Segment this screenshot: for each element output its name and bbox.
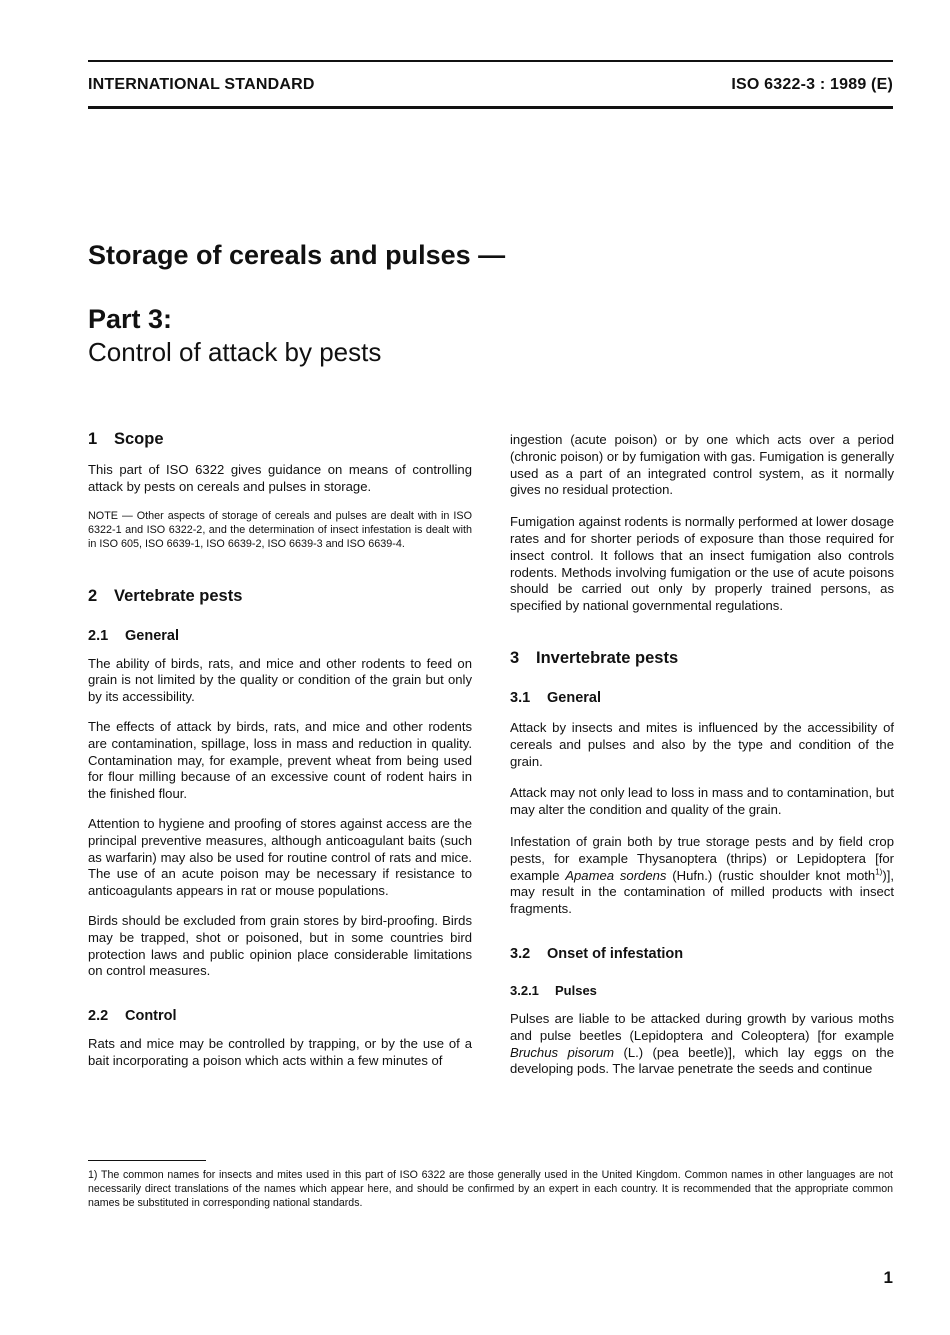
control-paragraph: Rats and mice may be controlled by trapping, or by the use of a bait incorporating a poison which acts within a few minutes of — [88, 1036, 472, 1068]
species-name: Bruchus pisorum — [510, 1044, 615, 1060]
text-run: Infestation of grain both by true storage pests and by field crop pests, for example Thysanoptera (thrips) or Lepidoptera [for example — [510, 833, 894, 883]
general-paragraph-3: Attention to hygiene and proofing of stores against access are the principal preventive measures, although anticoagulant baits (such as warfarin) may also be used for routine control of rats and mice. The use of an acute poison may be necessary if resistance to anticoagulants appears in rat or mouse populations. — [88, 815, 472, 899]
text-run: (L.) (pea beetle)], which lay eggs on the developing pods. The larvae penetrate the seeds and continue — [510, 1044, 895, 1077]
footnote: 1) The common names for insects and mites used in this part of ISO 6322 are those generally used in the United Kingdom. Common names in other languages are not necessarily direct translations of the names which appear here, and should be confirmed by an expert in each country. It is recommended that the appropriate common names be substituted in corresponding national standards. — [88, 1169, 893, 1209]
subsection-number: 2.1 — [88, 627, 109, 644]
section-title: Invertebrate pests — [536, 648, 679, 667]
pulses-paragraph — [510, 1011, 894, 1078]
header-standard-number: ISO 6322-3 : 1989 (E) — [731, 76, 893, 93]
section-title: Scope — [114, 430, 164, 448]
invertebrate-paragraph-1: Attack by insects and mites is influenced by the accessibility of cereals and pulses and also by the type and condition of the grain. — [510, 719, 894, 769]
subsection-title: General — [547, 689, 601, 706]
text-run: (Hufn.) (rustic shoulder knot moth — [666, 867, 876, 883]
subsection-2-2-heading — [88, 1008, 472, 1024]
section-title: Vertebrate pests — [114, 586, 243, 605]
section-1-heading — [88, 430, 472, 449]
section-number: 3 — [510, 648, 520, 667]
scope-paragraph: This part of ISO 6322 gives guidance on means of controlling attack by pests on cereals and pulses in storage. — [88, 462, 472, 494]
species-name: Apamea sordens — [565, 867, 667, 883]
subsection-title: Control — [125, 1008, 177, 1025]
invertebrate-paragraph-3 — [510, 834, 894, 918]
general-paragraph-2: The effects of attack by birds, rats, and mice and other rodents are contamination, spillage, loss in mass and reduction in quality. Contamination may, for example, prevent wheat from being used for flour milling because of an excessive count of rodent hairs in the finished flour. — [88, 718, 472, 802]
subsection-title: General — [125, 627, 179, 644]
header-standard-type: INTERNATIONAL STANDARD — [88, 76, 315, 93]
document-title: Storage of cereals and pulses — — [88, 240, 506, 270]
header-bottom-rule — [88, 106, 893, 109]
text-run: )], may result in the contamination of milled products with insect fragments. — [510, 867, 894, 917]
subsection-number: 3.1 — [510, 689, 531, 706]
general-paragraph-1: The ability of birds, rats, and mice and other rodents to feed on grain is not limited by the quality or condition of the grain but only by its accessibility. — [88, 655, 472, 705]
invertebrate-paragraph-2: Attack may not only lead to loss in mass and to contamination, but may alter the condition and quality of the grain. — [510, 785, 894, 818]
part-subtitle: Control of attack by pests — [88, 337, 382, 367]
subsection-3-2-heading — [510, 946, 894, 962]
subsection-2-1-heading — [88, 628, 472, 644]
section-number: 2 — [88, 586, 98, 605]
section-3-heading — [510, 649, 894, 668]
fumigation-paragraph: Fumigation against rodents is normally performed at lower dosage rates and for shorter periods of exposure than those required for insect control. It follows that an insect fumigation also controls rodents. Methods involving fumigation or the use of acute poisons should be carried out only by properly trained persons, as specified by national governmental regulations. — [510, 514, 894, 614]
footnote-reference: 1) — [875, 867, 883, 877]
subsection-title: Pulses — [555, 982, 597, 998]
right-column — [510, 432, 894, 1078]
text-run: Pulses are liable to be attacked during growth by various moths and pulse beetles (Lepidoptera and Coleoptera) [for example — [510, 1010, 894, 1043]
subsection-3-2-1-heading — [510, 983, 894, 998]
subsection-number: 2.2 — [88, 1008, 109, 1025]
subsection-title: Onset of infestation — [547, 945, 684, 962]
subsection-number: 3.2 — [510, 945, 531, 962]
scope-note: NOTE — Other aspects of storage of cereals and pulses are dealt with in ISO 6322-1 and ISO 6322-2, and the determination of insect infestation is dealt with in ISO 605, ISO 6639-1, ISO 6639-2, ISO 6639-3 and ISO 6639-4. — [88, 509, 472, 550]
subsection-number: 3.2.1 — [510, 982, 539, 998]
header-top-rule — [88, 60, 893, 62]
page-number: 1 — [883, 1268, 893, 1287]
section-number: 1 — [88, 430, 98, 448]
general-paragraph-4: Birds should be excluded from grain stores by bird-proofing. Birds may be trapped, shot or poisoned, but in some countries bird protection laws and public opinion place considerable limitations on control measures. — [88, 912, 472, 979]
part-label: Part 3: — [88, 304, 173, 334]
subsection-3-1-heading — [510, 690, 894, 706]
control-continued-paragraph: ingestion (acute poison) or by one which acts over a period (chronic poison) or by fumigation with gas. Fumigation is generally used as a part of an integrated control system, as it normally gives no residual protection. — [510, 432, 894, 498]
footnote-rule — [88, 1160, 206, 1161]
left-column — [88, 430, 472, 1070]
section-2-heading — [88, 587, 472, 606]
